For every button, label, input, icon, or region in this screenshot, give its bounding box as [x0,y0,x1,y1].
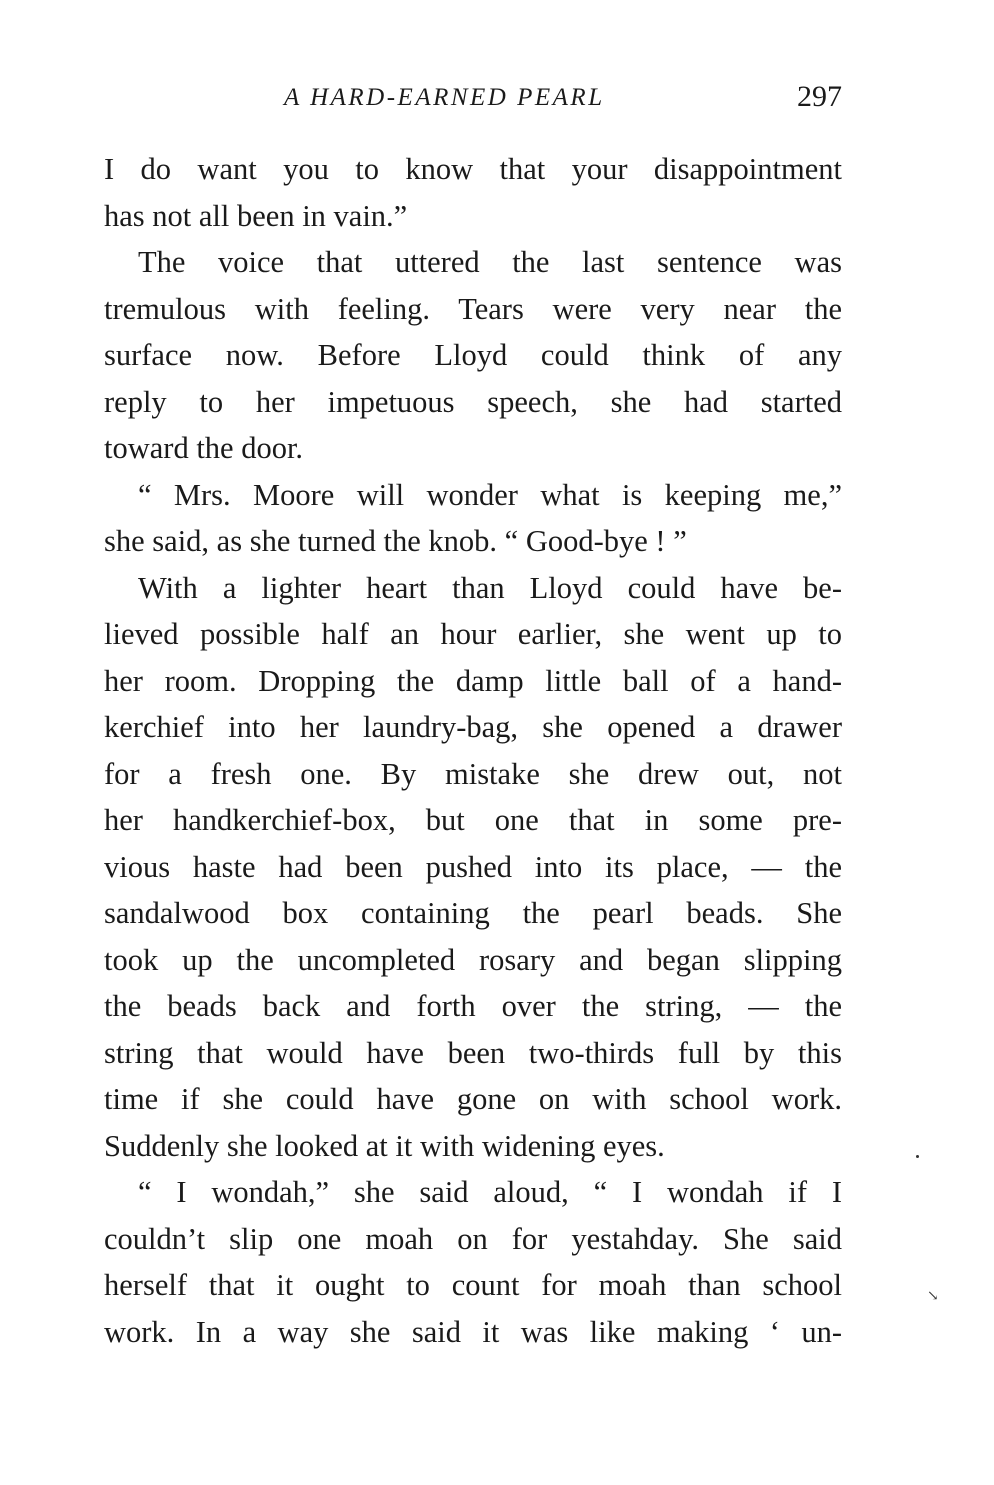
body-text [104,146,842,1355]
page-header [104,82,842,122]
text-line: sandalwood box containing the pearl beads. She [104,896,842,930]
scan-speck [916,1155,919,1158]
text-line: the beads back and forth over the string, — the [104,989,842,1023]
text-line: With a lighter heart than Lloyd could have be- [138,570,842,605]
text-line: took up the uncompleted rosary and began slipping [104,942,842,977]
text-line: reply to her impetuous speech, she had started [104,384,842,419]
text-line: Suddenly she looked at it with widening eyes. [104,1128,665,1163]
text-line: vious haste had been pushed into its place, — the [104,849,842,884]
text-line: work. In a way she said it was like making ‘ un- [104,1314,842,1349]
text-line: toward the door. [104,431,304,465]
text-line: has not all been in vain.” [104,198,408,233]
text-line: “ I wondah,” she said aloud, “ I wondah if I [138,1175,842,1209]
text-line: she said, as she turned the knob. “ Good-bye ! ” [104,524,687,558]
text-line: tremulous with feeling. Tears were very near the [104,291,842,326]
text-line: surface now. Before Lloyd could think of any [104,338,842,372]
text-line: time if she could have gone on with school work. [104,1082,842,1116]
text-line: lieved possible half an hour earlier, she went up to [104,617,842,651]
text-line: herself that it ought to count for moah than school [104,1268,842,1302]
text-line: couldn’t slip one moah on for yestahday. She said [104,1221,842,1256]
text-line: I do want you to know that your disappointment [104,152,842,186]
scan-mark: ↘ [927,1289,939,1304]
text-line: her handkerchief-box, but one that in some pre- [104,803,842,837]
running-head: A HARD-EARNED PEARL [284,84,605,111]
text-line: “ Mrs. Moore will wonder what is keeping me,” [138,477,842,512]
page-number: 297 [797,80,842,113]
text-line: The voice that uttered the last sentence was [138,245,842,279]
text-line: her room. Dropping the damp little ball of a hand- [104,663,842,698]
text-line: for a fresh one. By mistake she drew out, not [104,756,842,791]
text-line: string that would have been two-thirds full by this [104,1035,842,1070]
text-line: kerchief into her laundry-bag, she opened a drawer [104,710,842,744]
